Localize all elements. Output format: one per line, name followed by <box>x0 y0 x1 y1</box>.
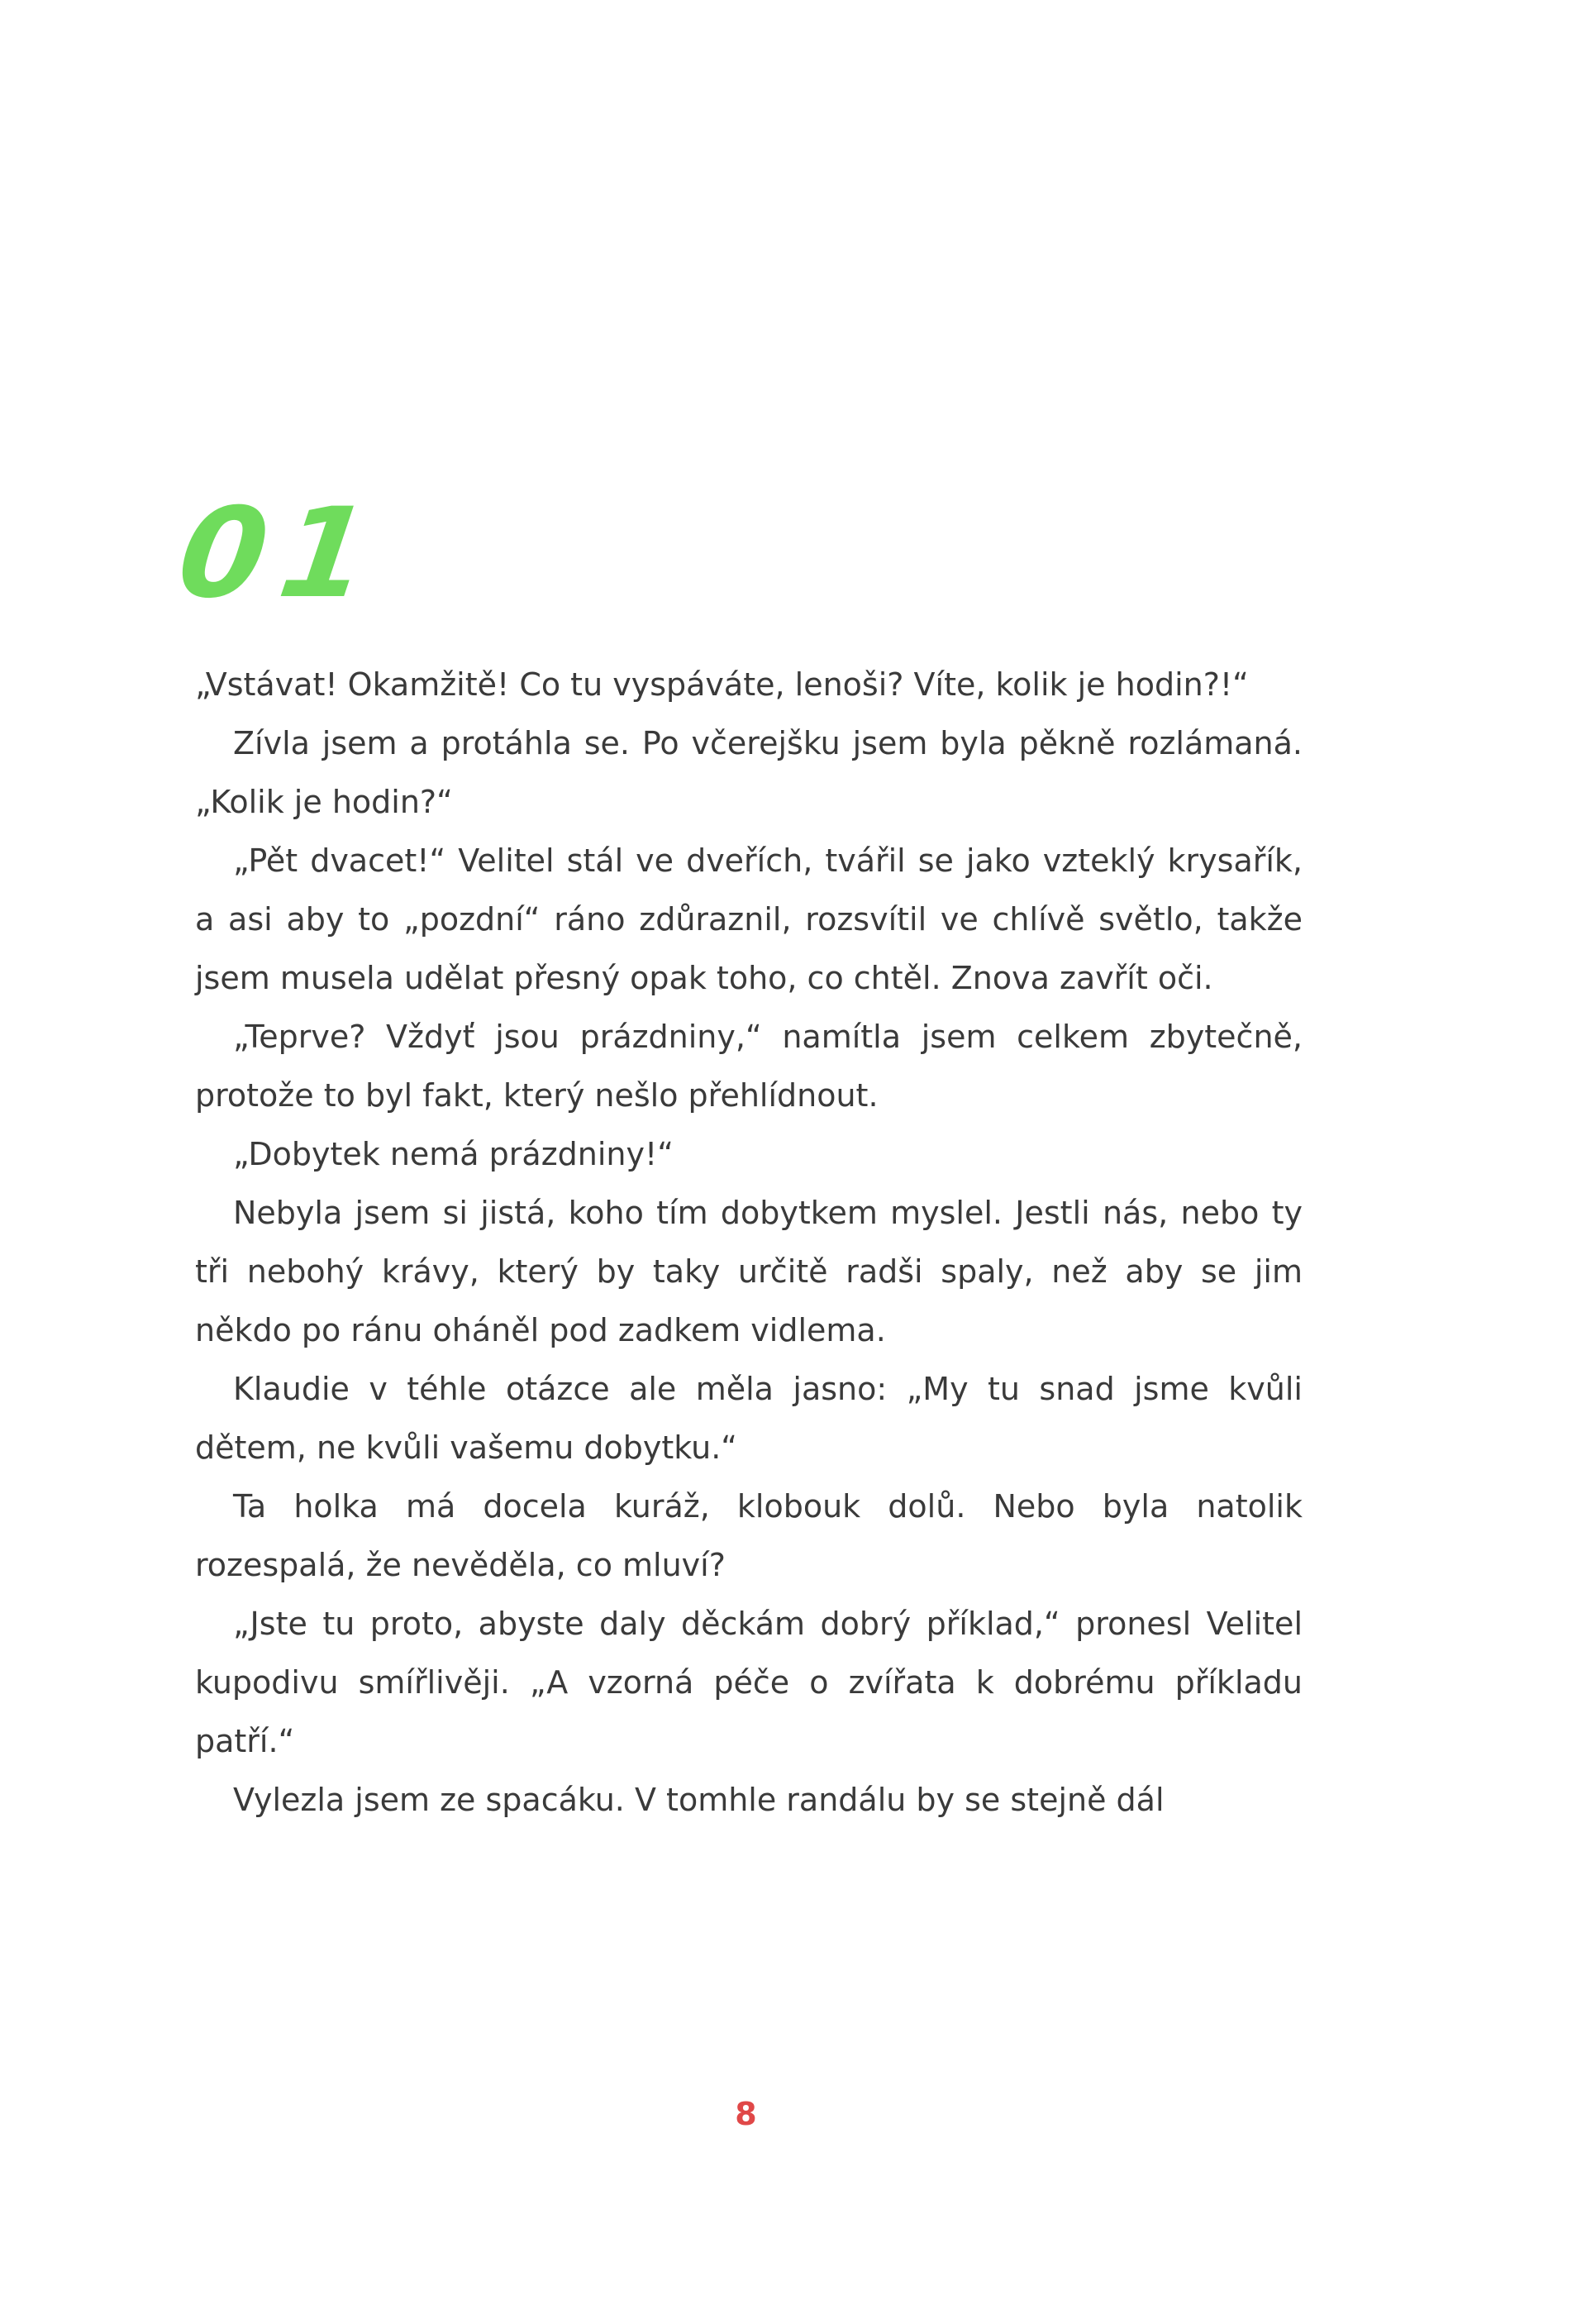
chapter-number: 01 <box>169 482 393 626</box>
paragraph: „Jste tu proto, abyste daly děckám dobrý příklad,“ pronesl Velitel kupodivu smířlivěji. „A vzorná péče o zvířata k dobrému příkladu patří.“ <box>195 1606 1303 1759</box>
paragraph: Klaudie v téhle otázce ale měla jasno: „My tu snad jsme kvůli dětem, ne kvůli vašemu dobytku.“ <box>195 1371 1303 1466</box>
paragraph: „Vstávat! Okamžitě! Co tu vyspáváte, lenoši? Víte, kolik je hodin?!“ <box>195 666 1249 703</box>
page-number: 8 <box>735 2096 757 2132</box>
paragraph: Ta holka má docela kuráž, klobouk dolů. Nebo byla natolik rozespalá, že nevěděla, co mluví? <box>195 1488 1303 1583</box>
paragraph: „Pět dvacet!“ Velitel stál ve dveřích, tvářil se jako vzteklý krysařík, a asi aby to „pozdní“ ráno zdůraznil, rozsvítil ve chlívě světlo, takže jsem musela udělat přesný opak toho, co chtěl. Znova zavřít oči. <box>195 842 1303 996</box>
paragraph: Nebyla jsem si jistá, koho tím dobytkem myslel. Jestli nás, nebo ty tři nebohý krávy, který by taky určitě radši spaly, než aby se jim někdo po ránu oháněl pod zadkem vidlema. <box>195 1195 1303 1348</box>
paragraph: „Dobytek nemá prázdniny!“ <box>233 1136 674 1172</box>
paragraph: Zívla jsem a protáhla se. Po včerejšku jsem byla pěkně rozlámaná. „Kolik je hodin?“ <box>195 725 1303 820</box>
paragraph: Vylezla jsem ze spacáku. V tomhle randálu by se stejně dál <box>233 1782 1165 1818</box>
chapter-body <box>195 656 1303 1830</box>
paragraph: „Teprve? Vždyť jsou prázdniny,“ namítla jsem celkem zbytečně, protože to byl fakt, který nešlo přehlídnout. <box>195 1019 1303 1114</box>
